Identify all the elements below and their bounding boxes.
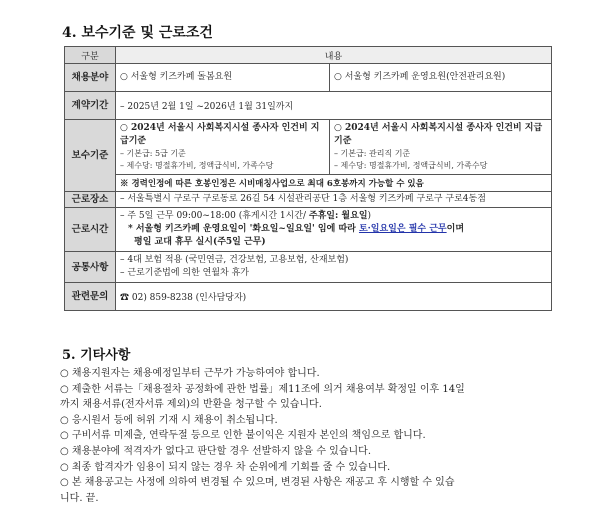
time-line1-c: ) (367, 211, 372, 221)
label-place: 근로장소 (65, 192, 116, 208)
period-text: – 2025년 2월 1일 ~2026년 1월 31일까지 (116, 92, 552, 120)
header-label: 구분 (65, 47, 116, 64)
time-weekend-required: 토·일요일은 필수 근무 (358, 224, 447, 234)
conditions-table (64, 46, 552, 311)
benefit-item: – 4대 보험 적용 (국민연금, 건강보험, 고용보험, 산재보험) (120, 255, 349, 265)
note-line: ○ 본 채용공고는 사정에 의하여 변경될 수 있으며, 변경된 사항은 재공고 후 시행할 수 있습 (60, 477, 455, 489)
table-header-row (65, 47, 552, 64)
note-line: ○ 제출한 서류는「채용절차 공정화에 관한 법률」제11조에 의거 채용여부 확정일 이후 14일 (60, 383, 465, 395)
note-line: 니다. 끝. (60, 492, 99, 504)
row-contact (65, 283, 552, 311)
benefit-content (116, 252, 552, 283)
row-pay (65, 120, 552, 175)
time-line3: 평일 교대 휴무 실시(주5일 근무) (134, 237, 266, 247)
pay-left (116, 120, 330, 175)
label-benefit: 공통사항 (65, 252, 116, 283)
time-holiday: 주휴일: 월요일 (308, 211, 368, 221)
section4-title: 4. 보수기준 및 근로조건 (62, 25, 213, 41)
label-period: 계약기간 (65, 92, 116, 120)
note-line: ○ 채용지원자는 채용예정일부터 근무가 가능하여야 합니다. (60, 368, 320, 379)
pay-right (330, 120, 552, 175)
time-line2-a: * 서울형 키즈카페 운영요일이 '화요일~일요일' 임에 따라 (128, 224, 359, 234)
row-job (65, 64, 552, 92)
contact-text: ☎ 02) 859-8238 (인사담당자) (116, 283, 552, 311)
pay-left-item: – 제수당: 명절휴가비, 정액급식비, 가족수당 (120, 161, 274, 170)
note-line: ○ 최종 합격자가 임용이 되지 않는 경우 차 순위에게 기회를 줄 수 있습니다. (60, 461, 391, 473)
section5-title: 5. 기타사항 (62, 348, 131, 363)
row-pay-note (65, 175, 552, 192)
job-left: ○ 서울형 키즈카페 돌봄요원 (116, 64, 330, 92)
job-right: ○ 서울형 키즈카페 운영요원(안전관리요원) (330, 64, 552, 92)
pay-right-item: – 기본급: 관리직 기준 (334, 149, 411, 158)
row-place (65, 192, 552, 208)
time-line1-a: – 주 5일 근무 09:00~18:00 (휴게시간 1시간/ (120, 211, 309, 221)
time-line2 (120, 223, 547, 236)
pay-left-item: – 기본급: 5급 기준 (120, 149, 186, 158)
label-pay: 보수기준 (65, 120, 116, 192)
header-content: 내용 (116, 47, 552, 64)
time-content (116, 208, 552, 252)
pay-right-item: – 제수당: 명절휴가비, 정액급식비, 가족수당 (334, 161, 488, 170)
row-period (65, 92, 552, 120)
note-line: ○ 응시원서 등에 허위 기재 시 채용이 취소됩니다. (60, 414, 278, 426)
pay-note: ※ 경력인정에 따른 호봉인정은 시비매칭사업으로 최대 6호봉까지 가능할 수 있음 (116, 175, 552, 192)
note-line: ○ 구비서류 미제출, 연락두절 등으로 인한 불이익은 지원자 본인의 책임으로 합니다. (60, 430, 426, 442)
pay-left-title: ○ 2024년 서울시 사회복지시설 종사자 인건비 지급기준 (120, 123, 320, 146)
row-time (65, 208, 552, 252)
label-time: 근로시간 (65, 208, 116, 252)
label-contact: 관련문의 (65, 283, 116, 311)
pay-right-title: ○ 2024년 서울시 사회복지시설 종사자 인건비 지급기준 (334, 123, 543, 146)
label-job: 채용분야 (65, 64, 116, 92)
note-line: 까지 채용서류(전자서류 제외)의 반환을 청구할 수 있습니다. (60, 399, 322, 411)
row-benefit (65, 252, 552, 283)
place-text: – 서울특별시 구로구 구로동로 26길 54 시설관리공단 1층 서울형 키즈카페 구로구 구로4동점 (116, 192, 552, 208)
note-line: ○ 채용분야에 적격자가 없다고 판단할 경우 선발하지 않을 수 있습니다. (60, 445, 371, 457)
notes-list (60, 366, 566, 506)
time-line1 (120, 210, 547, 223)
time-line2-c: 이며 (446, 224, 465, 234)
benefit-item: – 근로기준법에 의한 연월차 휴가 (120, 268, 249, 278)
